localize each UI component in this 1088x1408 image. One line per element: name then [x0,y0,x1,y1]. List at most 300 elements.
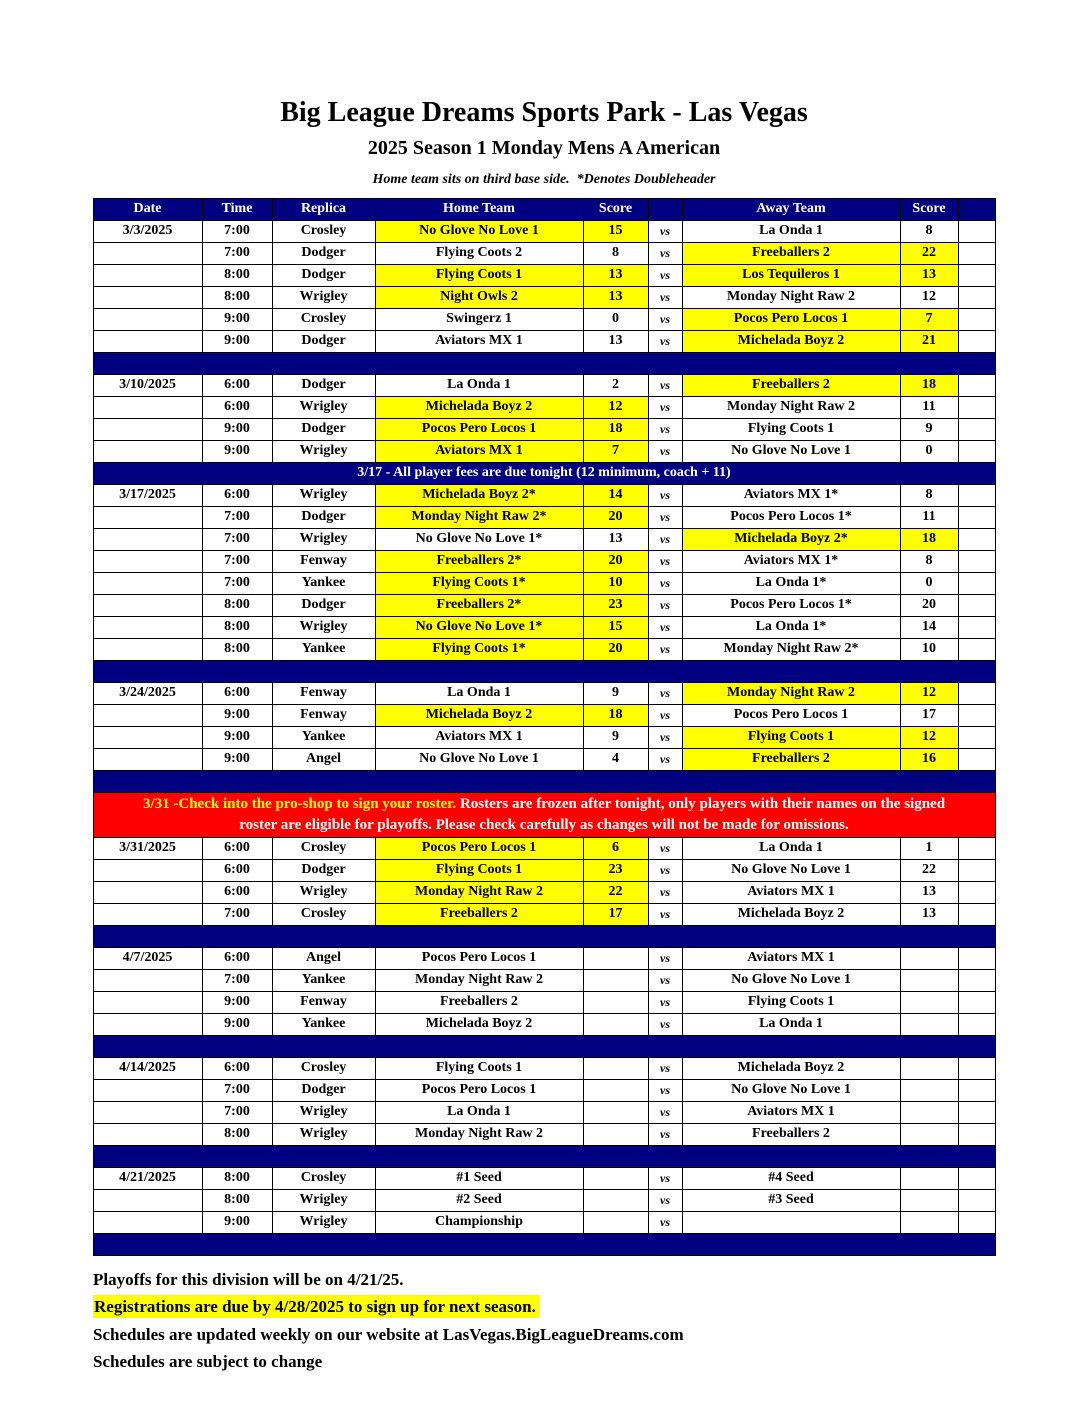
game-row [93,704,995,726]
replica-cell: Wrigley [272,1211,375,1233]
vs-label: vs [648,616,682,638]
away-team-cell: Michelada Boyz 2 [682,903,900,925]
replica-cell: Crosley [272,837,375,859]
away-score-cell [900,947,958,969]
replica-cell: Dodger [272,594,375,616]
replica-cell: Dodger [272,418,375,440]
home-score-cell: 8 [583,242,648,264]
col-header-filler [958,198,995,220]
vs-label: vs [648,726,682,748]
time-cell: 6:00 [202,396,272,418]
away-team-cell: Freeballers 2 [682,1123,900,1145]
home-score-cell: 17 [583,903,648,925]
away-team-cell: Flying Coots 1 [682,418,900,440]
vs-label: vs [648,881,682,903]
date-cell [93,638,202,660]
filler-cell [958,1211,995,1233]
vs-label: vs [648,1189,682,1211]
replica-cell: Wrigley [272,484,375,506]
vs-label: vs [648,396,682,418]
home-score-cell [583,1167,648,1189]
replica-cell: Crosley [272,1057,375,1079]
filler-cell [958,330,995,352]
away-team-cell: #3 Seed [682,1189,900,1211]
col-header-home-team: Home Team [375,198,583,220]
home-team-cell: Flying Coots 1* [375,638,583,660]
separator-row [93,1233,995,1255]
home-team-cell: Michelada Boyz 2* [375,484,583,506]
home-team-cell: No Glove No Love 1 [375,748,583,770]
section-separator [93,352,995,374]
date-cell [93,242,202,264]
game-row [93,1189,995,1211]
game-row [93,903,995,925]
home-score-cell [583,969,648,991]
separator-row [93,1145,995,1167]
home-team-cell: La Onda 1 [375,374,583,396]
away-score-cell: 22 [900,242,958,264]
away-team-cell: Freeballers 2 [682,748,900,770]
away-team-cell: Freeballers 2 [682,374,900,396]
filler-cell [958,374,995,396]
col-header-away-score: Score [900,198,958,220]
replica-cell: Dodger [272,264,375,286]
section-separator [93,925,995,947]
home-team-cell: Monday Night Raw 2* [375,506,583,528]
time-cell: 6:00 [202,859,272,881]
home-score-cell [583,1211,648,1233]
away-team-cell: No Glove No Love 1 [682,859,900,881]
date-cell [93,528,202,550]
filler-cell [958,748,995,770]
away-score-cell: 8 [900,220,958,242]
replica-cell: Fenway [272,704,375,726]
away-score-cell: 12 [900,726,958,748]
col-header-away-team: Away Team [682,198,900,220]
time-cell: 8:00 [202,1189,272,1211]
date-cell [93,726,202,748]
game-row [93,220,995,242]
filler-cell [958,903,995,925]
filler-cell [958,991,995,1013]
away-team-cell: Freeballers 2 [682,242,900,264]
separator-row [93,770,995,792]
home-score-cell: 20 [583,550,648,572]
date-cell [93,748,202,770]
away-score-cell [900,1211,958,1233]
away-score-cell [900,1101,958,1123]
date-cell [93,859,202,881]
home-score-cell: 15 [583,616,648,638]
filler-cell [958,572,995,594]
vs-label: vs [648,969,682,991]
filler-cell [958,638,995,660]
date-cell: 4/7/2025 [93,947,202,969]
time-cell: 7:00 [202,572,272,594]
filler-cell [958,1101,995,1123]
date-cell [93,550,202,572]
filler-cell [958,1079,995,1101]
home-score-cell: 18 [583,418,648,440]
home-team-cell: Flying Coots 1 [375,859,583,881]
away-team-cell: Aviators MX 1 [682,947,900,969]
home-score-cell: 14 [583,484,648,506]
home-score-cell [583,1057,648,1079]
away-team-cell: Flying Coots 1 [682,991,900,1013]
time-cell: 8:00 [202,264,272,286]
away-score-cell: 11 [900,396,958,418]
home-team-cell: Monday Night Raw 2 [375,881,583,903]
time-cell: 8:00 [202,286,272,308]
filler-cell [958,506,995,528]
home-score-cell: 22 [583,881,648,903]
date-cell: 3/24/2025 [93,682,202,704]
filler-cell [958,440,995,462]
vs-label: vs [648,1123,682,1145]
away-score-cell [900,1079,958,1101]
game-row [93,969,995,991]
time-cell: 9:00 [202,418,272,440]
home-team-cell: Monday Night Raw 2 [375,969,583,991]
filler-cell [958,1167,995,1189]
home-team-cell: Pocos Pero Locos 1 [375,837,583,859]
date-cell [93,704,202,726]
vs-label: vs [648,528,682,550]
date-cell [93,418,202,440]
game-row [93,1211,995,1233]
time-cell: 7:00 [202,550,272,572]
time-cell: 8:00 [202,616,272,638]
time-cell: 9:00 [202,704,272,726]
vs-label: vs [648,638,682,660]
replica-cell: Fenway [272,682,375,704]
footer-registration [93,1297,995,1317]
home-score-cell: 23 [583,859,648,881]
date-cell [93,1189,202,1211]
away-score-cell: 12 [900,286,958,308]
filler-cell [958,969,995,991]
home-score-cell: 13 [583,330,648,352]
replica-cell: Dodger [272,506,375,528]
vs-label: vs [648,242,682,264]
date-cell: 4/14/2025 [93,1057,202,1079]
roster-alert-lead: 3/31 -Check into the pro-shop to sign your roster. [142,795,457,812]
game-row [93,572,995,594]
replica-cell: Dodger [272,242,375,264]
time-cell: 6:00 [202,682,272,704]
away-score-cell [900,969,958,991]
date-cell [93,1101,202,1123]
filler-cell [958,396,995,418]
away-score-cell: 17 [900,704,958,726]
away-score-cell: 16 [900,748,958,770]
away-score-cell: 0 [900,440,958,462]
replica-cell: Dodger [272,1079,375,1101]
header-note: Home team sits on third base side. *Denotes Doubleheader [372,171,716,187]
date-cell [93,396,202,418]
home-score-cell: 10 [583,572,648,594]
replica-cell: Wrigley [272,396,375,418]
home-score-cell: 20 [583,638,648,660]
filler-cell [958,1123,995,1145]
away-score-cell: 18 [900,528,958,550]
replica-cell: Yankee [272,638,375,660]
table-header-row [93,198,995,220]
away-score-cell: 13 [900,903,958,925]
schedule-table [93,198,996,1256]
away-team-cell: Aviators MX 1* [682,550,900,572]
home-score-cell: 7 [583,440,648,462]
vs-label: vs [648,286,682,308]
away-score-cell [900,1167,958,1189]
game-row [93,859,995,881]
game-row [93,748,995,770]
separator-row [93,660,995,682]
away-team-cell: Aviators MX 1* [682,484,900,506]
vs-label: vs [648,594,682,616]
away-score-cell: 8 [900,550,958,572]
game-row [93,308,995,330]
section-separator [93,1233,995,1255]
separator-row [93,1035,995,1057]
home-score-cell [583,1101,648,1123]
replica-cell: Yankee [272,1013,375,1035]
game-row [93,264,995,286]
game-row [93,638,995,660]
game-row [93,286,995,308]
home-team-cell: #2 Seed [375,1189,583,1211]
away-team-cell: Pocos Pero Locos 1* [682,506,900,528]
away-team-cell: Michelada Boyz 2 [682,330,900,352]
replica-cell: Angel [272,748,375,770]
replica-cell: Fenway [272,991,375,1013]
time-cell: 7:00 [202,1079,272,1101]
separator-row [93,925,995,947]
away-team-cell: Pocos Pero Locos 1* [682,594,900,616]
home-team-cell: La Onda 1 [375,1101,583,1123]
away-score-cell: 8 [900,484,958,506]
away-team-cell: La Onda 1 [682,1013,900,1035]
home-score-cell: 0 [583,308,648,330]
home-team-cell: Pocos Pero Locos 1 [375,947,583,969]
filler-cell [958,837,995,859]
date-cell [93,881,202,903]
filler-cell [958,264,995,286]
col-header-replica: Replica [272,198,375,220]
date-cell [93,286,202,308]
away-team-cell: Monday Night Raw 2 [682,286,900,308]
home-team-cell: Swingerz 1 [375,308,583,330]
filler-cell [958,1013,995,1035]
home-team-cell: Pocos Pero Locos 1 [375,418,583,440]
registration-highlight: Registrations are due by 4/28/2025 to sign up for next season. [93,1295,540,1318]
home-score-cell: 20 [583,506,648,528]
notice-row [93,462,995,484]
filler-cell [958,242,995,264]
home-team-cell: La Onda 1 [375,682,583,704]
game-row [93,550,995,572]
filler-cell [958,947,995,969]
home-score-cell: 2 [583,374,648,396]
game-row [93,991,995,1013]
filler-cell [958,418,995,440]
away-score-cell: 20 [900,594,958,616]
section-separator [93,1145,995,1167]
section-separator [93,1035,995,1057]
home-team-cell: Freeballers 2 [375,903,583,925]
home-score-cell: 23 [583,594,648,616]
roster-alert [93,792,995,837]
page-subtitle: 2025 Season 1 Monday Mens A American [367,136,721,159]
away-team-cell: Monday Night Raw 2* [682,638,900,660]
filler-cell [958,616,995,638]
date-cell [93,594,202,616]
away-team-cell: Monday Night Raw 2 [682,682,900,704]
away-team-cell: Flying Coots 1 [682,726,900,748]
date-cell [93,506,202,528]
time-cell: 9:00 [202,1211,272,1233]
vs-label: vs [648,837,682,859]
home-team-cell: Aviators MX 1 [375,330,583,352]
time-cell: 7:00 [202,1101,272,1123]
home-team-cell: No Glove No Love 1* [375,528,583,550]
date-cell [93,1211,202,1233]
time-cell: 7:00 [202,528,272,550]
replica-cell: Wrigley [272,1101,375,1123]
date-cell [93,1013,202,1035]
game-row [93,1013,995,1035]
game-row [93,506,995,528]
date-cell [93,440,202,462]
filler-cell [958,682,995,704]
time-cell: 7:00 [202,506,272,528]
time-cell: 9:00 [202,440,272,462]
home-team-cell: Flying Coots 2 [375,242,583,264]
away-score-cell: 0 [900,572,958,594]
away-team-cell: Michelada Boyz 2 [682,1057,900,1079]
time-cell: 8:00 [202,1123,272,1145]
away-team-cell: Los Tequileros 1 [682,264,900,286]
game-row [93,528,995,550]
game-row [93,837,995,859]
filler-cell [958,308,995,330]
replica-cell: Wrigley [272,616,375,638]
date-cell: 3/31/2025 [93,837,202,859]
time-cell: 8:00 [202,594,272,616]
home-team-cell: Michelada Boyz 2 [375,1013,583,1035]
date-cell: 4/21/2025 [93,1167,202,1189]
time-cell: 7:00 [202,903,272,925]
away-score-cell: 14 [900,616,958,638]
home-team-cell: #1 Seed [375,1167,583,1189]
section-separator [93,770,995,792]
replica-cell: Dodger [272,859,375,881]
game-row [93,396,995,418]
away-score-cell: 22 [900,859,958,881]
home-score-cell: 13 [583,528,648,550]
away-score-cell [900,1013,958,1035]
game-row [93,484,995,506]
home-score-cell: 12 [583,396,648,418]
col-header-time: Time [202,198,272,220]
home-score-cell: 13 [583,286,648,308]
separator-row [93,352,995,374]
home-score-cell: 9 [583,682,648,704]
document-header [0,0,1088,188]
vs-label: vs [648,1101,682,1123]
home-score-cell: 15 [583,220,648,242]
game-row [93,947,995,969]
home-score-cell [583,1013,648,1035]
vs-label: vs [648,1167,682,1189]
filler-cell [958,528,995,550]
home-score-cell [583,1189,648,1211]
home-team-cell: Aviators MX 1 [375,440,583,462]
fees-notice: 3/17 - All player fees are due tonight (12 minimum, coach + 11) [93,462,995,484]
alert-row [93,792,995,837]
away-team-cell: No Glove No Love 1 [682,440,900,462]
replica-cell: Wrigley [272,881,375,903]
away-team-cell: Monday Night Raw 2 [682,396,900,418]
date-cell [93,264,202,286]
filler-cell [958,726,995,748]
time-cell: 9:00 [202,748,272,770]
filler-cell [958,704,995,726]
time-cell: 9:00 [202,991,272,1013]
home-team-cell: Flying Coots 1 [375,264,583,286]
time-cell: 7:00 [202,969,272,991]
home-team-cell: No Glove No Love 1 [375,220,583,242]
col-header-date: Date [93,198,202,220]
away-team-cell: No Glove No Love 1 [682,969,900,991]
replica-cell: Angel [272,947,375,969]
away-score-cell [900,1123,958,1145]
time-cell: 9:00 [202,330,272,352]
game-row [93,1057,995,1079]
away-team-cell [682,1211,900,1233]
replica-cell: Yankee [272,572,375,594]
away-score-cell [900,991,958,1013]
time-cell: 8:00 [202,638,272,660]
game-row [93,682,995,704]
vs-label: vs [648,1211,682,1233]
away-team-cell: No Glove No Love 1 [682,1079,900,1101]
away-team-cell: Aviators MX 1 [682,1101,900,1123]
time-cell: 6:00 [202,947,272,969]
time-cell: 6:00 [202,1057,272,1079]
vs-label: vs [648,1057,682,1079]
vs-label: vs [648,903,682,925]
roster-alert-body: Rosters are frozen after tonight, only players with their names on the signed roster are eligible for playoffs. Please check carefully as changes will not be made for omissions. [239,795,946,833]
replica-cell: Crosley [272,1167,375,1189]
vs-label: vs [648,748,682,770]
time-cell: 7:00 [202,220,272,242]
replica-cell: Dodger [272,330,375,352]
time-cell: 9:00 [202,726,272,748]
footer-subject-to-change: Schedules are subject to change [93,1352,323,1372]
game-row [93,330,995,352]
home-score-cell: 6 [583,837,648,859]
home-team-cell: Freeballers 2 [375,991,583,1013]
game-row [93,374,995,396]
game-row [93,881,995,903]
date-cell [93,1079,202,1101]
vs-label: vs [648,859,682,881]
home-team-cell: Michelada Boyz 2 [375,396,583,418]
game-row [93,418,995,440]
filler-cell [958,594,995,616]
replica-cell: Yankee [272,969,375,991]
